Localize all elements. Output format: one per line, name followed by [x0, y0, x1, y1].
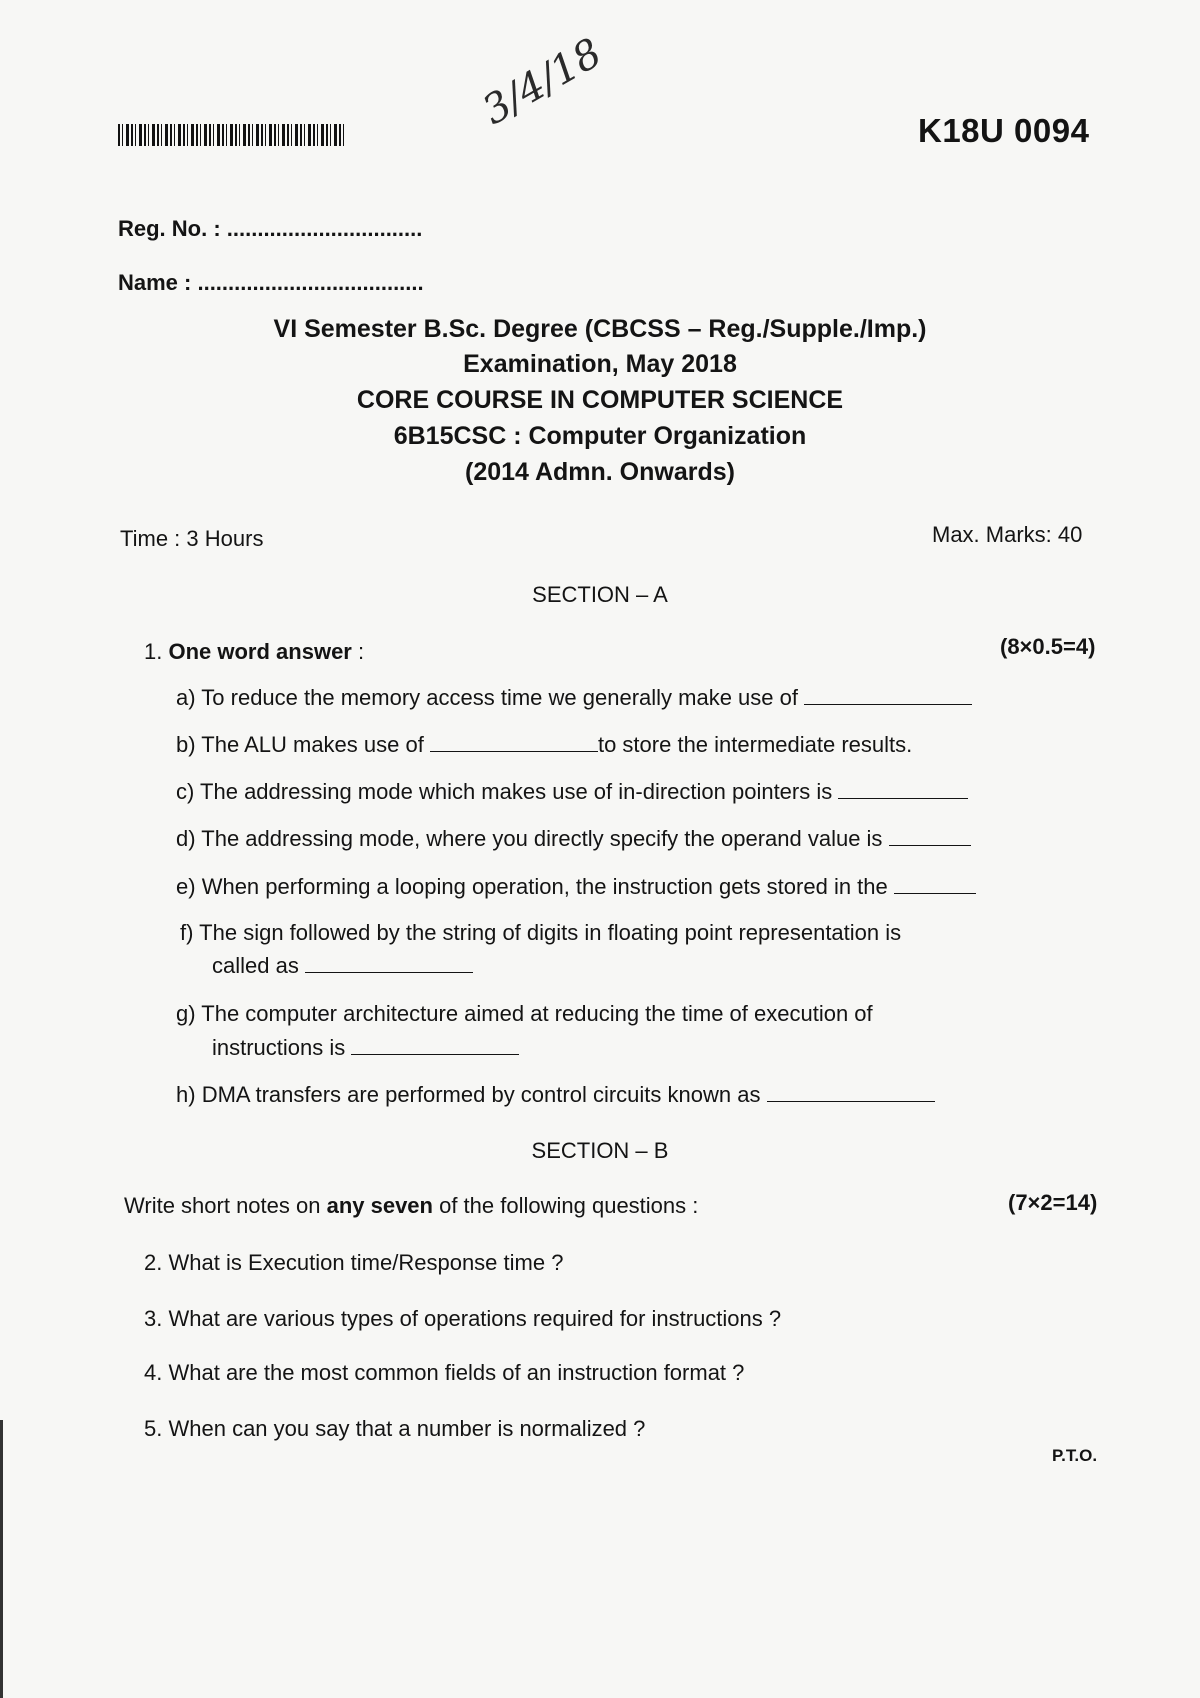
option-label: d): [176, 826, 196, 851]
answer-blank: [767, 1083, 935, 1102]
handwritten-date: 3/4/18: [475, 29, 610, 134]
option-label: g): [176, 1001, 196, 1026]
question-3: [144, 1306, 781, 1332]
question-2: [144, 1250, 563, 1276]
answer-blank: [305, 954, 473, 973]
question-number: 1.: [144, 639, 163, 664]
option-f: [180, 920, 901, 946]
option-label: h): [176, 1082, 196, 1107]
section-a-marks: (8×0.5=4): [1000, 634, 1096, 659]
option-c: [176, 779, 968, 805]
question-4: [144, 1360, 744, 1386]
option-e: [176, 874, 976, 900]
option-g: [176, 1001, 873, 1027]
section-a-heading: SECTION – A: [532, 582, 668, 607]
scan-edge: [0, 1420, 3, 1698]
question-number: 2.: [144, 1250, 163, 1275]
answer-blank: [838, 780, 968, 799]
time-label: Time : 3 Hours: [120, 526, 264, 551]
option-text: The addressing mode which makes use of in-direction pointers is: [200, 779, 833, 804]
option-d: [176, 826, 971, 852]
question-number: 3.: [144, 1306, 163, 1331]
answer-blank: [351, 1036, 519, 1055]
title-line-3: CORE COURSE IN COMPUTER SCIENCE: [356, 386, 844, 414]
question-5: [144, 1416, 645, 1442]
reg-no-field: Reg. No. : ................................: [118, 216, 423, 241]
option-a: [176, 685, 972, 711]
question-1-title: One word answer: [168, 639, 352, 664]
option-label: c): [176, 779, 195, 804]
option-b: [176, 732, 912, 758]
answer-blank: [804, 686, 972, 705]
option-text: The addressing mode, where you directly specify the operand value is: [201, 826, 883, 851]
title-line-4: 6B15CSC : Computer Organization: [393, 422, 807, 450]
option-text: The ALU makes use of: [201, 732, 424, 757]
instruction-text-end: of the following questions :: [432, 1193, 699, 1218]
barcode: [118, 124, 346, 146]
max-marks-label: Max. Marks: 40: [932, 522, 1083, 547]
option-text: DMA transfers are performed by control circuits known as: [201, 1082, 761, 1107]
title-line-1: VI Semester B.Sc. Degree (CBCSS – Reg./Supple./Imp.): [273, 315, 927, 343]
option-text-line2: called as: [212, 953, 299, 978]
question-text: What are the most common fields of an instruction format ?: [168, 1360, 745, 1385]
option-text: To reduce the memory access time we generally make use of: [201, 685, 798, 710]
option-label: b): [176, 732, 196, 757]
answer-blank: [430, 733, 598, 752]
option-label: e): [176, 874, 196, 899]
option-text: The sign followed by the string of digits in floating point representation is: [199, 920, 902, 945]
answer-blank: [894, 875, 976, 894]
title-line-5: (2014 Admn. Onwards): [465, 458, 735, 486]
instruction-text: Write short notes on: [124, 1193, 327, 1218]
pto-label: P.T.O.: [1052, 1446, 1098, 1465]
instruction-emphasis: any seven: [326, 1193, 433, 1218]
name-field: Name : .....................................: [118, 270, 424, 295]
answer-blank: [889, 827, 971, 846]
section-b-instruction: [124, 1193, 698, 1219]
question-1: [144, 639, 364, 665]
paper-code: K18U 0094: [918, 112, 1090, 149]
option-text-line2: instructions is: [212, 1035, 346, 1060]
question-text: What is Execution time/Response time ?: [168, 1250, 564, 1275]
section-b-marks: (7×2=14): [1008, 1190, 1098, 1215]
question-1-colon: :: [351, 639, 365, 664]
option-g-continued: [212, 1035, 519, 1061]
option-h: [176, 1082, 935, 1108]
option-text: The computer architecture aimed at reducing the time of execution of: [201, 1001, 873, 1026]
option-label: a): [176, 685, 196, 710]
question-text: When can you say that a number is normalized ?: [168, 1416, 646, 1441]
section-b-heading: SECTION – B: [531, 1138, 669, 1163]
title-line-2: Examination, May 2018: [463, 350, 737, 378]
option-f-continued: [212, 953, 473, 979]
option-text-after: to store the intermediate results.: [597, 732, 913, 757]
question-number: 5.: [144, 1416, 163, 1441]
question-number: 4.: [144, 1360, 163, 1385]
option-text: When performing a looping operation, the instruction gets stored in the: [201, 874, 888, 899]
option-label: f): [180, 920, 194, 945]
question-text: What are various types of operations required for instructions ?: [168, 1306, 782, 1331]
